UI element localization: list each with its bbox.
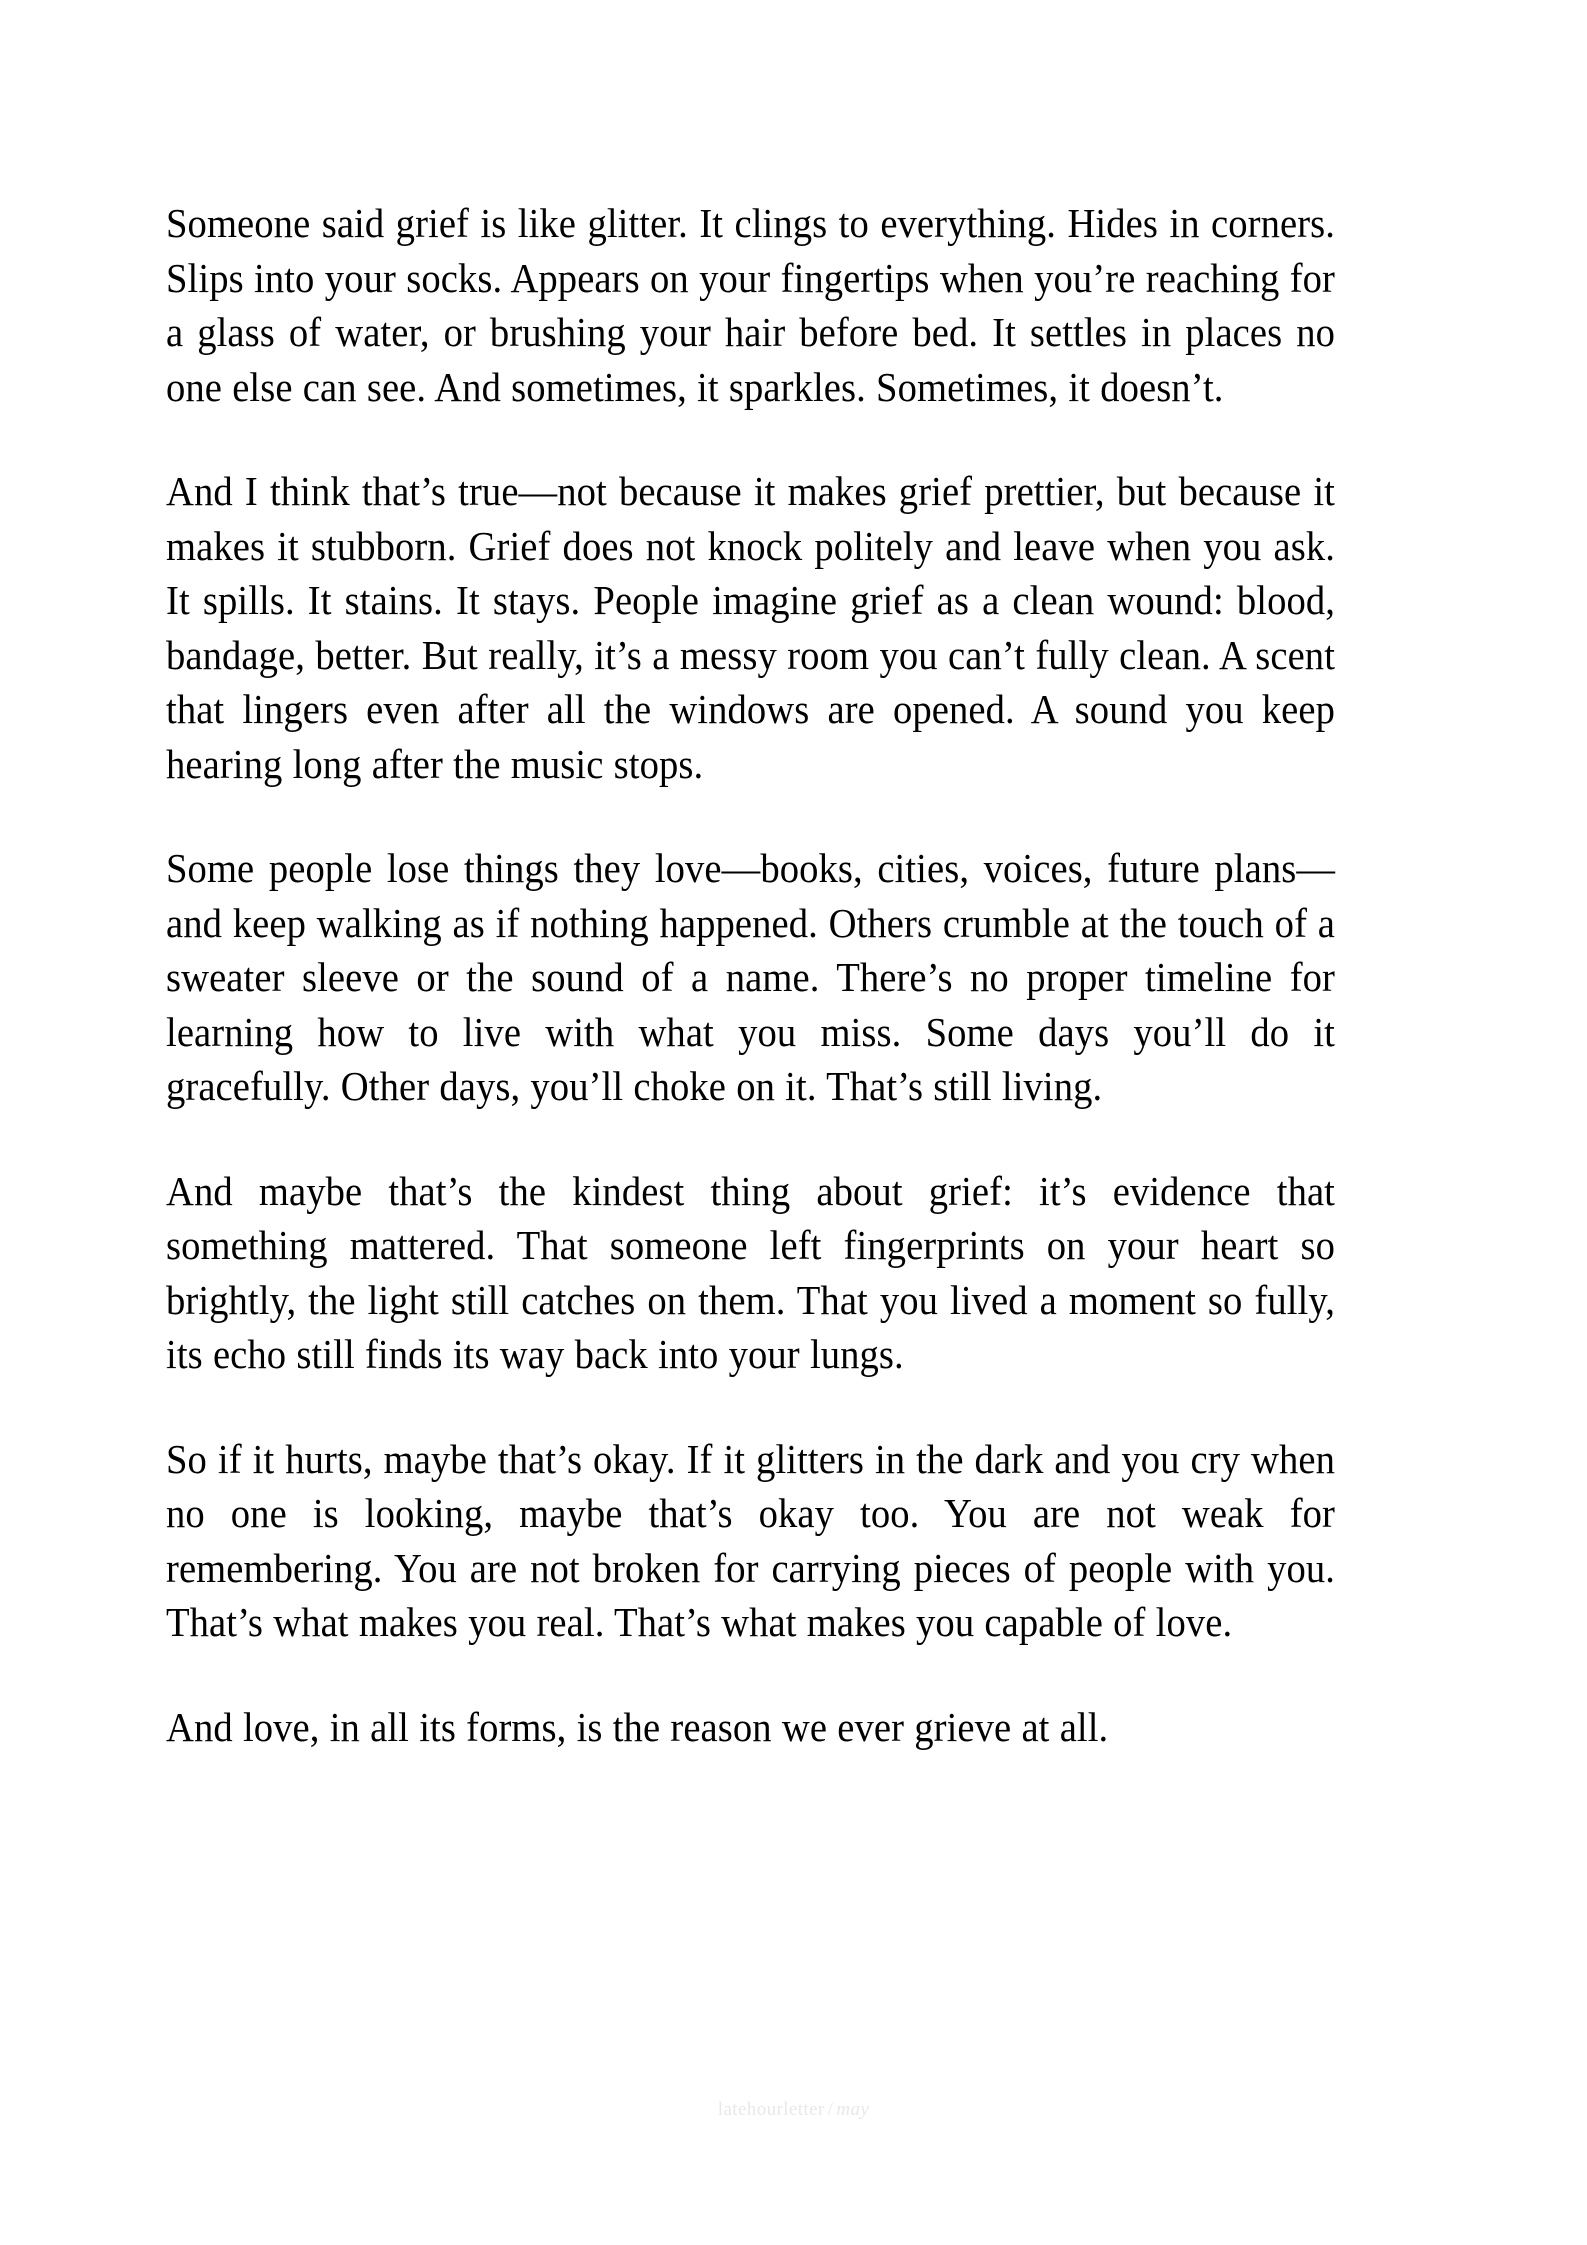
page-footer bbox=[0, 2098, 1587, 2122]
paragraph-4: And maybe that’s the kindest thing about grief: it’s evidence that something mattered. That someone left fingerprints on your heart so brightly, the light still catches on them. That you lived a moment so fully, its echo still finds its way back into your lungs. bbox=[166, 1167, 1336, 1377]
footer-publication-name: latehourletter bbox=[717, 2099, 825, 2120]
paragraph-1: Someone said grief is like glitter. It clings to everything. Hides in corners. Slips into your socks. Appears on your fingertips when you’re reaching for a glass of water, or brushing your hair before bed. It settles in places no one else can see. And sometimes, it sparkles. Sometimes, it doesn’t. bbox=[166, 200, 1336, 410]
footer-issue-month: may bbox=[836, 2099, 870, 2120]
paragraph-3: Some people lose things they love—books, cities, voices, future plans—and keep walking as if nothing happened. Others crumble at the touch of a sweater sleeve or the sound of a name. There’s no proper timeline for learning how to live with what you miss. Some days you’ll do it gracefully. Other days, you’ll choke on it. That’s still living. bbox=[166, 845, 1336, 1109]
footer-separator: / bbox=[827, 2099, 834, 2120]
paragraph-2: And I think that’s true—not because it makes grief prettier, but because it makes it stubborn. Grief does not knock politely and leave when you ask. It spills. It stains. It stays. People imagine grief as a clean wound: blood, bandage, better. But really, it’s a messy room you can’t fully clean. A scent that lingers even after all the windows are opened. A sound you keep hearing long after the music stops. bbox=[166, 468, 1336, 787]
paragraph-6: And love, in all its forms, is the reason we ever grieve at all. bbox=[166, 1703, 1109, 1750]
essay-body bbox=[166, 196, 1423, 1754]
paragraph-5: So if it hurts, maybe that’s okay. If it glitters in the dark and you cry when no one is looking, maybe that’s okay too. You are not weak for remembering. You are not broken for carrying pieces of people with you. That’s what makes you real. That’s what makes you capable of love. bbox=[166, 1435, 1336, 1645]
